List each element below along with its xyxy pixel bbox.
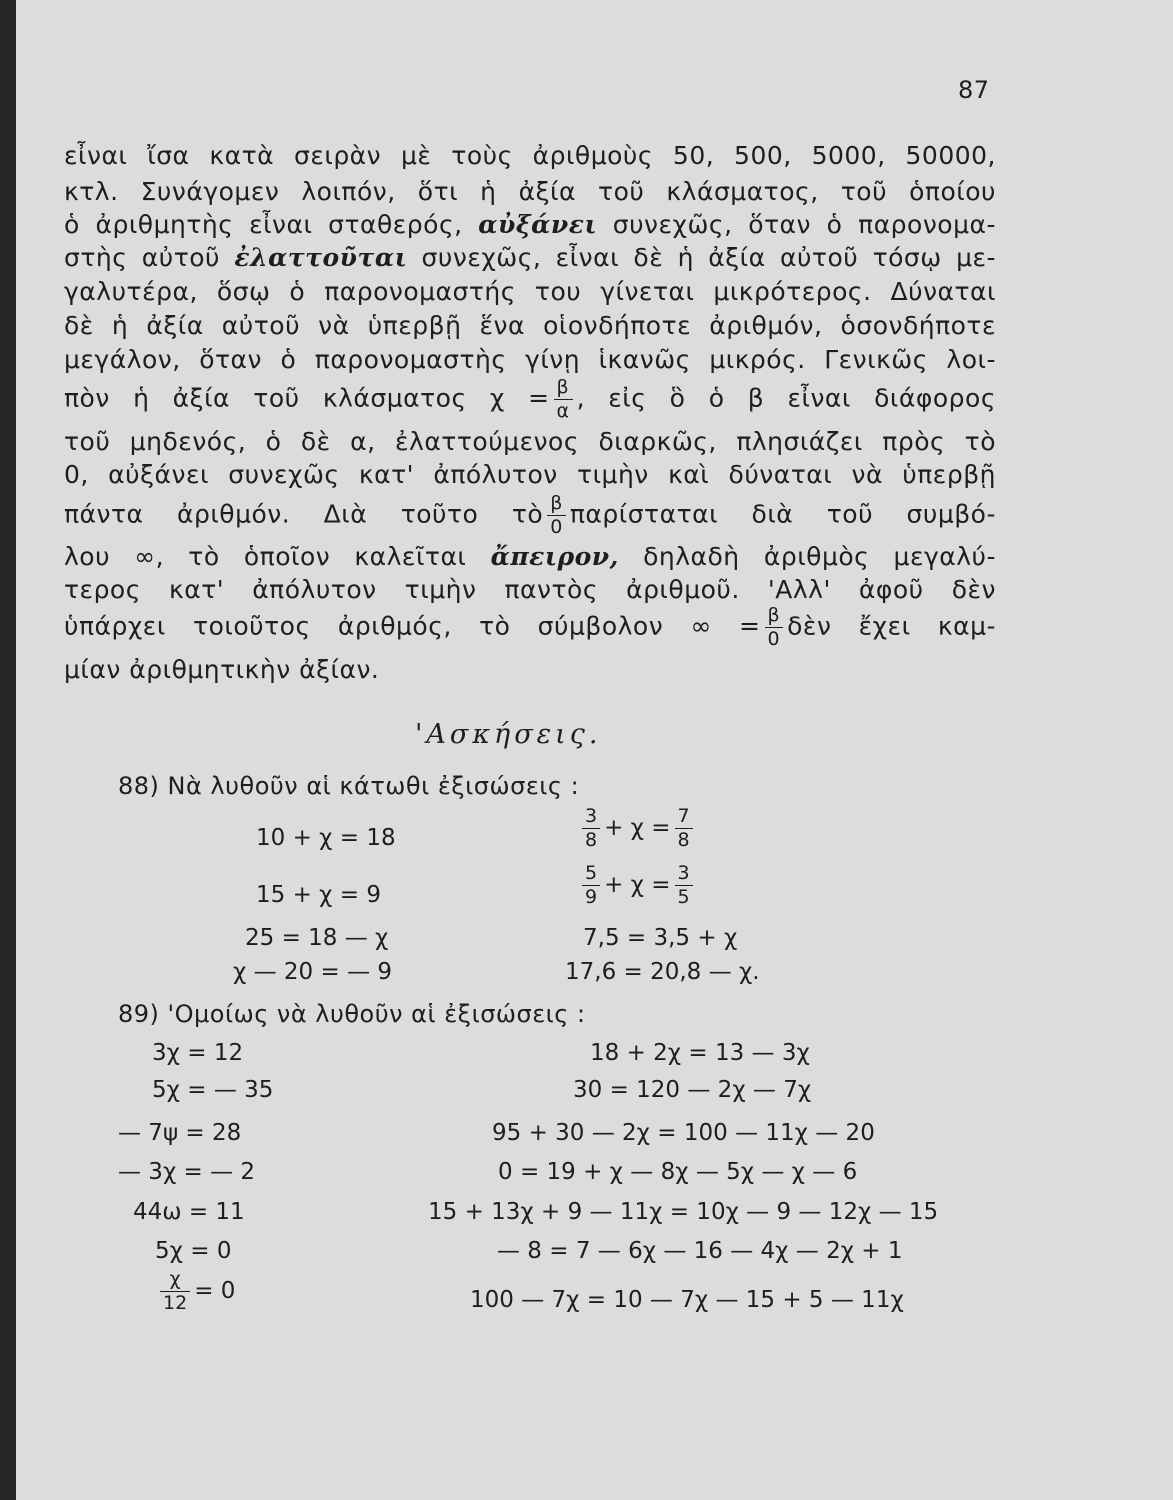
- paragraph-line-5: γαλυτέρα, ὅσῳ ὁ παρονομαστής του γίνεται μικρότερος. Δύναται: [64, 277, 996, 306]
- ex89-eq-right-4: 0 = 19 + χ — 8χ — 5χ — χ — 6: [498, 1159, 858, 1185]
- ex89-eq-right-7: 100 — 7χ = 10 — 7χ — 15 + 5 — 11χ: [470, 1287, 904, 1313]
- exercise-88-heading: 88) Νὰ λυθοῦν αἱ κάτωθι ἐξισώσεις :: [118, 772, 580, 800]
- paragraph-line-7: μεγάλον, ὅταν ὁ παρονομαστὴς γίνῃ ἱκανῶς μικρός. Γενικῶς λοι-: [64, 345, 996, 374]
- exercise-89-heading: 89) 'Ομοίως νὰ λυθοῦν αἱ ἐξισώσεις :: [118, 1000, 586, 1028]
- paragraph-line-9: τοῦ μηδενός, ὁ δὲ α, ἐλαττούμενος διαρκῶς, πλησιάζει πρὸς τὸ: [64, 427, 996, 456]
- ex89-eq-right-5: 15 + 13χ + 9 — 11χ = 10χ — 9 — 12χ — 15: [428, 1199, 939, 1225]
- fraction-beta-over-alpha: $\frac{\beta}{\alpha}$: [554, 378, 573, 421]
- section-title: 'Ασκήσεις.: [415, 719, 602, 750]
- ex88-eq-right-3: 7,5 = 3,5 + χ: [583, 925, 738, 951]
- paragraph-line-2: κτλ. Συνάγομεν λοιπόν, ὅτι ἡ ἀξία τοῦ κλάσματος, τοῦ ὁποίου: [64, 177, 996, 206]
- paragraph-line-14: ὑπάρχει τοιοῦτος ἀριθμός, τὸ σύμβολον ∞ = $\frac{\beta}{0}$ δὲν ἔχει καμ-: [64, 604, 996, 650]
- paragraph-line-15: μίαν ἀριθμητικὴν ἀξίαν.: [64, 655, 380, 684]
- ex88-eq-left-1: 10 + χ = 18: [256, 825, 396, 851]
- ex89-eq-left-2: 5χ = — 35: [152, 1077, 274, 1103]
- paragraph-line-13: τερος κατ' ἀπόλυτον τιμὴν παντὸς ἀριθμοῦ. 'Αλλ' ἀφοῦ δὲν: [64, 575, 996, 604]
- fraction-beta-over-zero: $\frac{\beta}{0}$: [547, 494, 566, 537]
- ex88-eq-right-1: $\frac{3}{8}$ + χ = $\frac{7}{8}$: [578, 807, 697, 850]
- emphasis-increases: αὐξάνει: [478, 210, 598, 239]
- ex89-eq-right-6: — 8 = 7 — 6χ — 16 — 4χ — 2χ + 1: [497, 1238, 903, 1264]
- page-edge-shadow: [0, 0, 16, 1500]
- ex88-eq-left-4: χ — 20 = — 9: [233, 959, 393, 985]
- paragraph-line-6: δὲ ἡ ἀξία αὐτοῦ νὰ ὑπερβῇ ἕνα οἱονδήποτε ἀριθμόν, ὁσονδήποτε: [64, 311, 996, 340]
- emphasis-infinite: ἄπειρον,: [490, 542, 619, 571]
- paragraph-line-1: εἶναι ἴσα κατὰ σειρὰν μὲ τοὺς ἀριθμοὺς 50, 500, 5000, 50000,: [64, 141, 996, 170]
- ex89-eq-left-5: 44ω = 11: [133, 1199, 245, 1225]
- ex89-eq-right-2: 30 = 120 — 2χ — 7χ: [573, 1077, 812, 1103]
- ex88-eq-right-2: $\frac{5}{9}$ + χ = $\frac{3}{5}$: [578, 864, 697, 907]
- emphasis-decreases: ἐλαττοῦται: [234, 243, 408, 272]
- ex89-eq-right-3: 95 + 30 — 2χ = 100 — 11χ — 20: [492, 1120, 875, 1146]
- paragraph-line-10: 0, αὐξάνει συνεχῶς κατ' ἀπόλυτον τιμὴν καὶ δύναται νὰ ὑπερβῇ: [64, 460, 996, 489]
- ex89-eq-right-1: 18 + 2χ = 13 — 3χ: [590, 1040, 810, 1066]
- ex88-eq-left-3: 25 = 18 — χ: [245, 925, 389, 951]
- paragraph-line-8: πὸν ἡ ἀξία τοῦ κλάσματος χ = $\frac{\beta}{\alpha}$ , εἰς ὃ ὁ β εἶναι διάφορος: [64, 376, 996, 422]
- paragraph-line-12: λου ∞, τὸ ὁποῖον καλεῖται ἄπειρον, δηλαδὴ ἀριθμὸς μεγαλύ-: [64, 542, 997, 571]
- paragraph-line-3: ὁ ἀριθμητὴς εἶναι σταθερός, αὐξάνει συνεχῶς, ὅταν ὁ παρονομα-: [64, 210, 997, 239]
- paragraph-line-4: στὴς αὐτοῦ ἐλαττοῦται συνεχῶς, εἶναι δὲ ἡ ἀξία αὐτοῦ τόσῳ με-: [64, 243, 997, 272]
- ex88-eq-left-2: 15 + χ = 9: [256, 882, 381, 908]
- ex89-eq-left-7: $\frac{\chi}{12}$ = 0: [156, 1270, 235, 1313]
- ex89-eq-left-3: — 7ψ = 28: [118, 1120, 242, 1146]
- ex88-eq-right-4: 17,6 = 20,8 — χ.: [565, 959, 760, 985]
- fraction-beta-over-zero-2: $\frac{\beta}{0}$: [765, 606, 784, 649]
- page-number: 87: [958, 76, 990, 104]
- ex89-eq-left-1: 3χ = 12: [152, 1040, 244, 1066]
- ex89-eq-left-6: 5χ = 0: [155, 1238, 232, 1264]
- paragraph-line-11: πάντα ἀριθμόν. Διὰ τοῦτο τὸ $\frac{\beta}{0}$ παρίσταται διὰ τοῦ συμβό-: [64, 492, 997, 538]
- ex89-eq-left-4: — 3χ = — 2: [118, 1159, 256, 1185]
